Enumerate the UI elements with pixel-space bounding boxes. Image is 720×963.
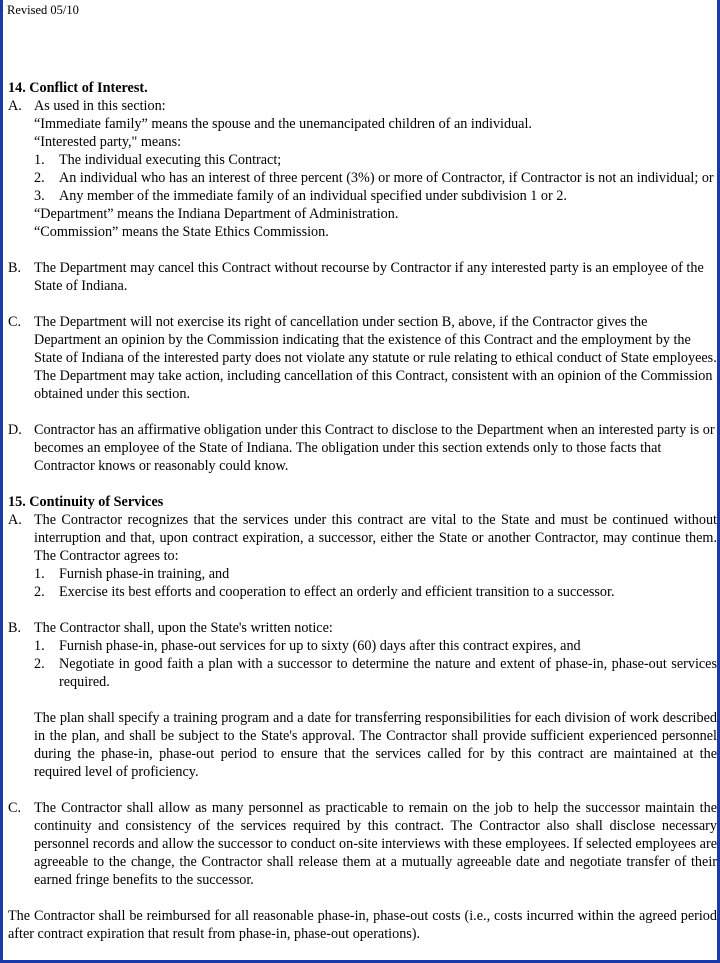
s14-clause-c	[8, 313, 717, 403]
list-number: 1.	[34, 638, 45, 654]
list-item	[34, 151, 717, 169]
list-text: The individual executing this Contract;	[59, 152, 282, 168]
list-text: Negotiate in good faith a plan with a successor to determine the nature and extent of phase-in, phase-out services required.	[59, 656, 717, 690]
list-item	[34, 637, 717, 655]
list-number: 2.	[34, 584, 45, 600]
clause-text: The Contractor shall, upon the State's written notice:	[34, 620, 333, 636]
s15-clause-c	[8, 799, 717, 889]
s14-clause-a	[8, 97, 717, 115]
section-14-heading: 14. Conflict of Interest.	[8, 80, 148, 96]
list-item	[34, 187, 717, 205]
list-item	[34, 655, 717, 691]
definition-commission: “Commission” means the State Ethics Commission.	[34, 224, 329, 240]
list-item	[34, 583, 717, 601]
list-text: Furnish phase-in training, and	[59, 566, 230, 582]
definition-interested-party: “Interested party," means:	[34, 134, 182, 150]
reimbursement-paragraph: The Contractor shall be reimbursed for all reasonable phase-in, phase-out costs (i.e., costs incurred within the agreed period after contract expiration that result from phase-in, phase-out operations).	[8, 908, 717, 942]
s14-clause-b	[8, 259, 717, 295]
definition-department: “Department” means the Indiana Department of Administration.	[34, 206, 399, 222]
interested-party-list	[8, 151, 717, 205]
clause-text: The Contractor recognizes that the services under this contract are vital to the State and must be continued without interruption and that, upon contract expiration, a successor, either the State or another Contractor, may continue them. The Contractor agrees to:	[34, 512, 717, 564]
transition-plan-paragraph: The plan shall specify a training program and a date for transferring responsibilities for each division of work described in the plan, and shall be subject to the State's approval. The Contractor shall provide sufficient experienced personnel during the phase-in, phase-out period to ensure that the services called for by this contract are maintained at the required level of proficiency.	[34, 710, 717, 780]
list-number: 2.	[34, 656, 45, 672]
s15-clause-a	[8, 511, 717, 565]
list-number: 2.	[34, 170, 45, 186]
s15-clause-b	[8, 619, 717, 637]
list-item	[34, 565, 717, 583]
list-item	[34, 169, 717, 187]
list-number: 1.	[34, 152, 45, 168]
clause-text: The Contractor shall allow as many personnel as practicable to remain on the job to help the successor maintain the continuity and consistency of the services required by this contract. The Contractor also shall disclose necessary personnel records and allow the successor to conduct on-site interviews with these employees. If selected employees are agreeable to the change, the Contractor shall release them at a mutually agreeable date and negotiate transfer of their earned fringe benefits to the successor.	[34, 800, 717, 888]
list-text: Any member of the immediate family of an individual specified under subdivision 1 or 2.	[59, 188, 567, 204]
clause-text: As used in this section:	[34, 98, 166, 114]
list-number: 3.	[34, 188, 45, 204]
clause-marker: A.	[8, 512, 22, 528]
s15-b-list	[8, 637, 717, 691]
list-text: An individual who has an interest of three percent (3%) or more of Contractor, if Contractor is not an individual; or	[59, 170, 714, 186]
s14-clause-d	[8, 421, 717, 475]
clause-marker: B.	[8, 260, 22, 276]
document-body	[8, 79, 717, 943]
clause-marker: B.	[8, 620, 22, 636]
list-text: Exercise its best efforts and cooperation to effect an orderly and efficient transition to a successor.	[59, 584, 615, 600]
clause-text: The Department may cancel this Contract without recourse by Contractor if any interested party is an employee of the State of Indiana.	[34, 260, 704, 294]
s15-a-list	[8, 565, 717, 601]
clause-marker: C.	[8, 314, 22, 330]
definition-immediate-family: “Immediate family” means the spouse and the unemancipated children of an individual.	[34, 116, 532, 132]
list-number: 1.	[34, 566, 45, 582]
section-15-heading: 15. Continuity of Services	[8, 494, 164, 510]
revision-label: Revised 05/10	[7, 3, 79, 17]
clause-text: The Department will not exercise its right of cancellation under section B, above, if the Contractor gives the Department an opinion by the Commission indicating that the existence of this Contract and the employment by the State of Indiana of the interested party does not violate any statute or rule relating to ethical conduct of State employees. The Department may take action, including cancellation of this Contract, consistent with an opinion of the Commission obtained under this section.	[34, 314, 717, 402]
clause-text: Contractor has an affirmative obligation under this Contract to disclose to the Department when an interested party is or becomes an employee of the State of Indiana. The obligation under this section extends only to those facts that Contractor knows or reasonably could know.	[34, 422, 715, 474]
clause-marker: D.	[8, 422, 22, 438]
list-text: Furnish phase-in, phase-out services for up to sixty (60) days after this contract expires, and	[59, 638, 581, 654]
clause-marker: C.	[8, 800, 22, 816]
clause-marker: A.	[8, 98, 22, 114]
